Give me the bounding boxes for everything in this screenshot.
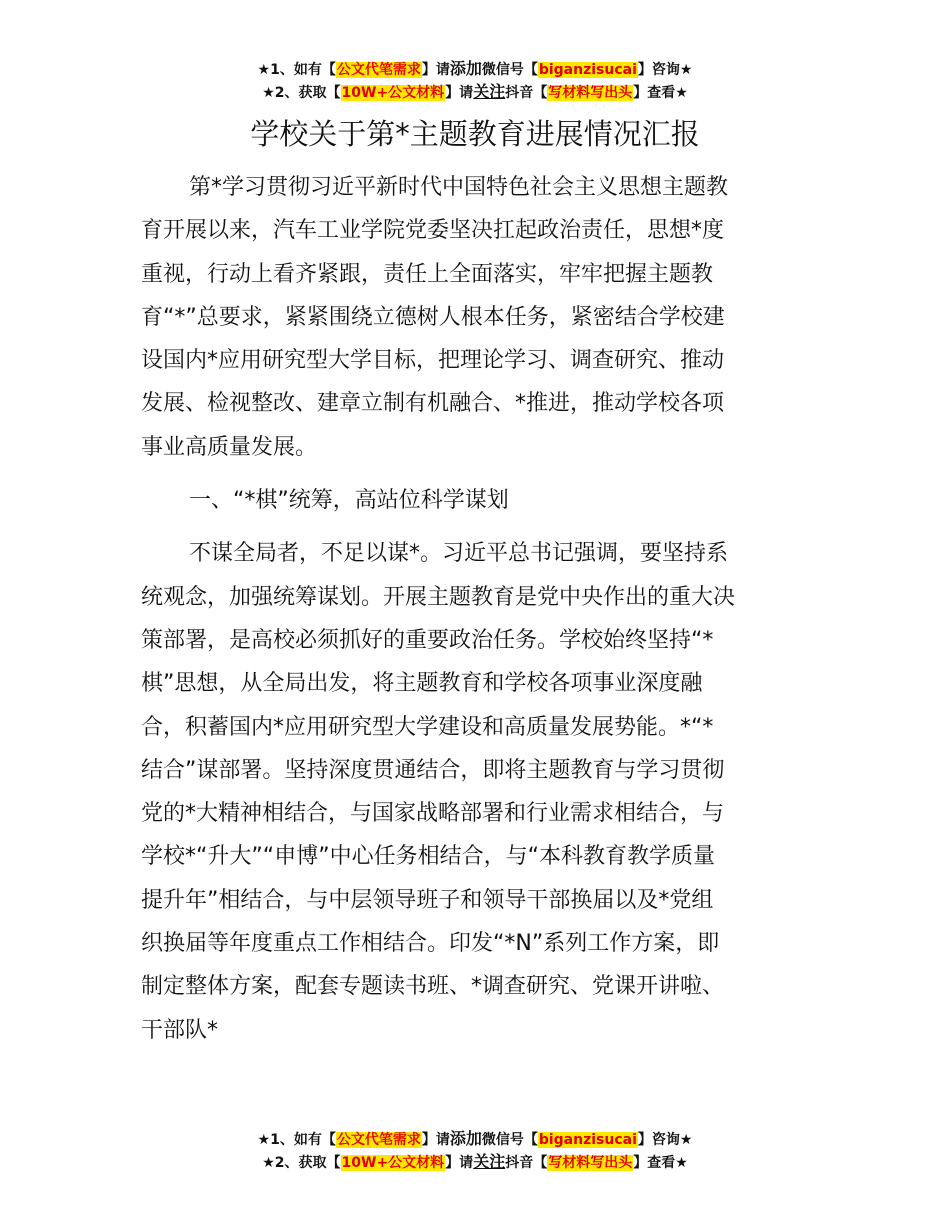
banner-highlight: 公文代笔需求 <box>336 62 421 78</box>
banner-highlight: 写材料写出头 <box>548 1155 633 1171</box>
banner-line-1: ★1、如有【公文代笔需求】请添加微信号【biganzisucai】咨询★ <box>257 1129 693 1148</box>
banner-highlight: 10W+公文材料 <box>341 85 445 101</box>
text-line: 棋”思想，从全局出发，将主题教育和学校各项事业深度融 <box>141 671 703 697</box>
banner-highlight: 10W+公文材料 <box>341 1155 445 1171</box>
banner-highlight: 写材料写出头 <box>548 85 633 101</box>
banner-line-2: ★2、获取【10W+公文材料】请关注抖音【写材料写出头】查看★ <box>262 1152 688 1171</box>
banner-highlight: biganzisucai <box>538 62 637 78</box>
text-line: 策部署，是高校必须抓好的重要政治任务。学校始终坚持“* <box>141 627 714 653</box>
banner-highlight: biganzisucai <box>538 1132 637 1148</box>
banner-highlight: 公文代笔需求 <box>336 1132 421 1148</box>
text-line: 育开展以来，汽车工业学院党委坚决扛起政治责任，思想*度 <box>141 218 725 244</box>
banner-line-2: ★2、获取【10W+公文材料】请关注抖音【写材料写出头】查看★ <box>262 82 688 101</box>
text-line: 干部队* <box>141 1017 219 1043</box>
text-line: 发展、检视整改、建章立制有机融合、*推进，推动学校各项 <box>141 391 725 417</box>
document-title: 学校关于第*主题教育进展情况汇报 <box>250 117 700 151</box>
text-line: 设国内*应用研究型大学目标，把理论学习、调查研究、推动 <box>141 348 725 374</box>
text-line: 学校*“升大”“申博”中心任务相结合，与“本科教育教学质量 <box>141 844 715 870</box>
paragraph-1 <box>141 166 811 469</box>
text-line: 结合”谋部署。坚持深度贯通结合，即将主题教育与学习贯彻 <box>141 757 725 783</box>
top-banner <box>0 58 950 104</box>
text-line: 第*学习贯彻习近平新时代中国特色社会主义思想主题教 <box>189 175 729 200</box>
text-line: 合，积蓄国内*应用研究型大学建设和高质量发展势能。*“* <box>141 714 714 740</box>
section-heading: 一、“*棋”统筹，高站位科学谋划 <box>189 488 509 514</box>
document-body <box>141 166 811 1052</box>
text-line: 统观念，加强统筹谋划。开展主题教育是党中央作出的重大决 <box>141 584 736 610</box>
text-line: 制定整体方案，配套专题读书班、*调查研究、党课开讲啦、 <box>141 974 725 1000</box>
text-line: 育“*”总要求，紧紧围绕立德树人根本任务，紧密结合学校建 <box>141 304 725 330</box>
text-line: 重视，行动上看齐紧跟，责任上全面落实，牢牢把握主题教 <box>141 261 714 287</box>
text-line: 党的*大精神相结合，与国家战略部署和行业需求相结合，与 <box>141 801 725 827</box>
text-line: 事业高质量发展。 <box>141 434 318 460</box>
text-line: 提升年”相结合，与中层领导班子和领导干部换届以及*党组 <box>141 887 714 913</box>
paragraph-2 <box>141 532 811 1052</box>
banner-line-1: ★1、如有【公文代笔需求】请添加微信号【biganzisucai】咨询★ <box>257 59 693 78</box>
text-line: 不谋全局者，不足以谋*。习近平总书记强调，要坚持系 <box>189 541 729 567</box>
bottom-banner <box>0 1128 950 1174</box>
text-line: 织换届等年度重点工作相结合。印发“*N”系列工作方案，即 <box>141 931 720 957</box>
